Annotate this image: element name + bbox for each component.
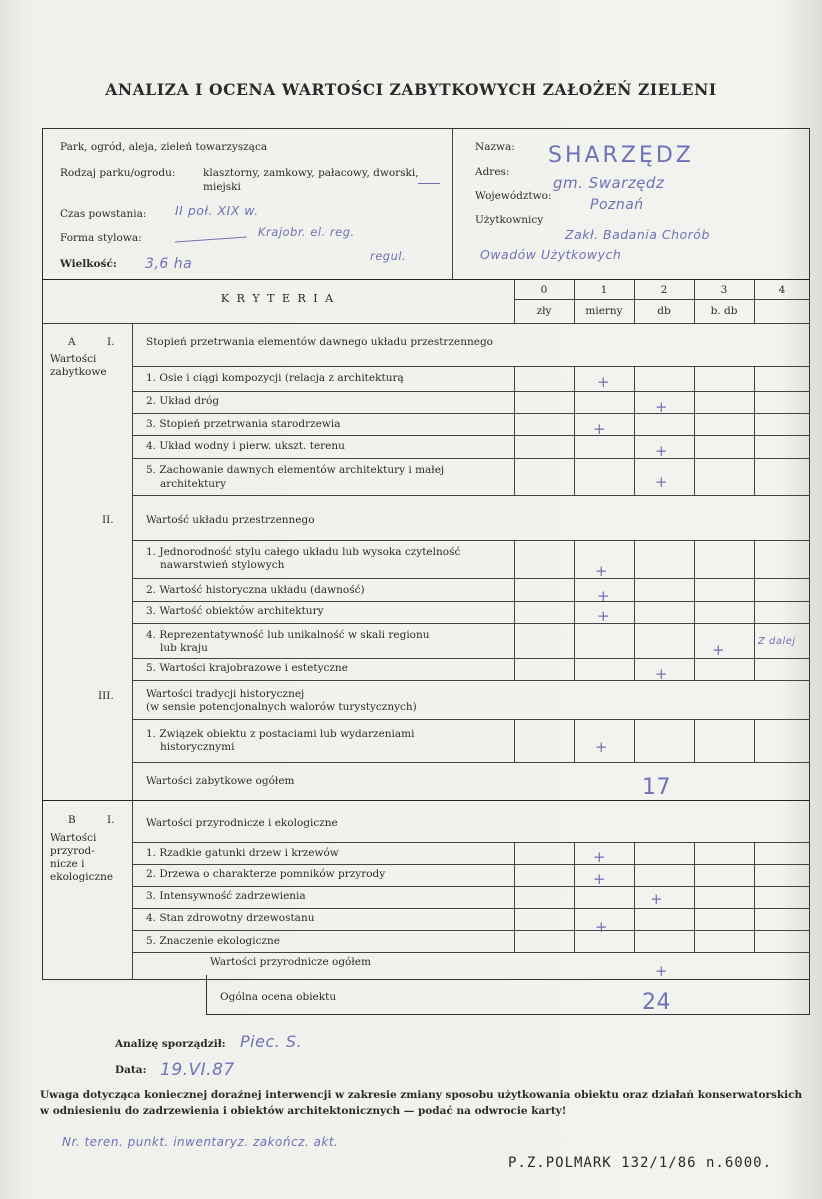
score-4-num: 4: [778, 284, 786, 296]
date-label: Data:: [115, 1064, 147, 1076]
item-a3-1: 1. Związek obiektu z postaciami lub wydarzeniami: [146, 728, 415, 740]
total-b-label: Wartości przyrodnicze ogółem: [210, 956, 371, 968]
mark-plus: +: [597, 587, 610, 605]
item-a1-3: 3. Stopień przetrwania starodrzewia: [146, 418, 341, 430]
score-0-num: 0: [540, 284, 548, 296]
section-a-name-2: zabytkowe: [50, 366, 107, 378]
row-rule: [132, 458, 810, 459]
handwritten-name: SHARZĘDZ: [548, 143, 694, 168]
row-rule: [132, 495, 810, 496]
size-label: Wielkość:: [60, 258, 117, 270]
handwritten-size: 3,6 ha: [145, 256, 193, 272]
handwritten-address: gm. Swarzędz: [553, 174, 665, 192]
item-a2-4: 4. Reprezentatywność lub unikalność w skali regionu: [146, 629, 430, 641]
handwritten-analyst: Piec. S.: [240, 1032, 303, 1051]
row-rule: [132, 762, 810, 763]
col-line: [514, 842, 515, 952]
park-kind-value-2: miejski: [203, 181, 241, 193]
handwritten-annex: Z dalej: [758, 636, 796, 647]
mark-plus: +: [655, 442, 668, 460]
group-iii-title-2: (w sensie potencjonalnych walorów turystycznych): [146, 701, 417, 713]
section-a-roman-iii: III.: [98, 690, 114, 702]
handwritten-style: Krajobr. el. reg.: [258, 225, 355, 239]
score-0-word: zły: [536, 305, 552, 317]
group-iii-title-1: Wartości tradycji historycznej: [146, 688, 305, 700]
col-line: [514, 280, 515, 323]
score-2-num: 2: [660, 284, 668, 296]
col-line: [634, 366, 635, 495]
address-label: Adres:: [475, 166, 510, 178]
row-rule: [132, 864, 810, 865]
mark-plus: +: [712, 641, 725, 659]
col-line: [634, 280, 635, 323]
row-rule: [132, 658, 810, 659]
col-line: [754, 842, 755, 952]
row-rule: [132, 952, 810, 953]
item-a2-5: 5. Wartości krajobrazowe i estetyczne: [146, 662, 348, 674]
section-a-roman-i: I.: [107, 336, 115, 348]
row-rule: [132, 435, 810, 436]
col-line: [514, 540, 515, 680]
row-rule: [132, 680, 810, 681]
section-a-bottom-rule: [42, 800, 810, 801]
item-a2-2: 2. Wartość historyczna układu (dawność): [146, 584, 365, 596]
criteria-header-label: K R Y T E R I A: [220, 292, 336, 305]
item-a1-2: 2. Układ dróg: [146, 395, 220, 407]
notice-line-1: Uwaga dotycząca koniecznej doraźnej interwencji w zakresie zmiany sposobu użytkowania obiektu oraz działań konserwatorskich: [40, 1089, 803, 1101]
handwritten-sum-total: 24: [642, 990, 671, 1015]
print-code: P.Z.POLMARK 132/1/86 n.6000.: [508, 1155, 773, 1171]
name-label: Nazwa:: [475, 141, 515, 153]
col-line: [634, 540, 635, 680]
group-i-title: Stopień przetrwania elementów dawnego układu przestrzennego: [146, 336, 493, 348]
item-a1-5-cont: architektury: [160, 478, 227, 490]
creation-time-label: Czas powstania:: [60, 208, 147, 220]
score-1-num: 1: [600, 284, 608, 296]
row-rule: [132, 930, 810, 931]
section-a-divider: [132, 323, 133, 800]
item-b-2: 2. Drzewa o charakterze pomników przyrody: [146, 868, 386, 880]
mark-plus: +: [655, 962, 668, 980]
item-a1-1: 1. Osie i ciągi kompozycji (relacja z architekturą: [146, 372, 404, 384]
header-divider: [452, 129, 453, 279]
col-line: [574, 366, 575, 495]
section-b-roman-i: I.: [107, 814, 115, 826]
col-line: [634, 842, 635, 952]
handwritten-bottom-note: Nr. teren. punkt. inwentaryz. zakończ. akt.: [62, 1135, 339, 1149]
mark-plus: +: [655, 398, 668, 416]
notice-line-2: w odniesieniu do zadrzewienia i obiektów architektonicznych — podać na odwrocie karty!: [40, 1105, 567, 1117]
row-rule: [132, 842, 810, 843]
col-line: [754, 366, 755, 495]
mark-plus: +: [655, 473, 668, 491]
group-ii-title: Wartość układu przestrzennego: [146, 514, 315, 526]
overall-label: Ogólna ocena obiektu: [220, 991, 337, 1003]
section-b-name-2: przyrod-: [50, 845, 95, 857]
section-b-divider: [132, 800, 133, 980]
col-line: [694, 719, 695, 762]
row-rule: [132, 886, 810, 887]
handwritten-style-2: regul.: [370, 249, 407, 263]
col-line: [514, 719, 515, 762]
col-line: [694, 366, 695, 495]
col-line: [694, 842, 695, 952]
row-rule: [132, 719, 810, 720]
col-line: [754, 280, 755, 323]
mark-plus: +: [595, 562, 608, 580]
score-3-num: 3: [720, 284, 728, 296]
section-a-name-1: Wartości: [50, 353, 97, 365]
section-b-name-3: nicze i: [50, 858, 85, 870]
handwritten-time: II poł. XIX w.: [175, 203, 259, 218]
row-rule: [132, 623, 810, 624]
item-a1-5: 5. Zachowanie dawnych elementów architektury i małej: [146, 464, 445, 476]
row-rule: [132, 578, 810, 579]
score-1-word: mierny: [585, 305, 623, 317]
col-line: [754, 540, 755, 680]
mark-plus: +: [593, 870, 606, 888]
row-rule: [132, 908, 810, 909]
item-b-3: 3. Intensywność zadrzewienia: [146, 890, 306, 902]
section-a-roman-ii: II.: [102, 514, 114, 526]
col-line: [574, 540, 575, 680]
section-a-letter: A: [68, 336, 76, 348]
section-b-name-1: Wartości: [50, 832, 97, 844]
section-b-name-4: ekologiczne: [50, 871, 114, 883]
col-line: [754, 719, 755, 762]
voivodeship-label: Województwo:: [475, 190, 552, 202]
col-line: [634, 719, 635, 762]
score-3-word: b. db: [710, 305, 738, 317]
item-a2-4-cont: lub kraju: [160, 642, 208, 654]
group-b-title: Wartości przyrodnicze i ekologiczne: [146, 817, 338, 829]
item-a3-1-cont: historycznymi: [160, 741, 235, 753]
item-b-5: 5. Znaczenie ekologiczne: [146, 935, 281, 947]
item-a2-1-cont: nawarstwień stylowych: [160, 559, 285, 571]
col-line: [514, 366, 515, 495]
style-form-label: Forma stylowa:: [60, 232, 142, 244]
handwritten-voivodeship: Poznań: [590, 197, 644, 213]
item-b-4: 4. Stan zdrowotny drzewostanu: [146, 912, 315, 924]
score-header-mid-rule: [514, 299, 810, 300]
item-b-1: 1. Rzadkie gatunki drzew i krzewów: [146, 847, 339, 859]
users-label: Użytkownicy: [475, 214, 544, 226]
park-type-line: Park, ogród, aleja, zieleń towarzysząca: [60, 141, 268, 153]
mark-plus: +: [593, 420, 606, 438]
kind-underline: [418, 183, 440, 184]
handwritten-sum-a: 17: [642, 775, 671, 800]
row-rule: [132, 601, 810, 602]
score-header-bottom-rule: [42, 323, 810, 324]
handwritten-users-1: Zakł. Badania Chorób: [565, 227, 710, 242]
row-rule: [132, 391, 810, 392]
row-rule: [132, 366, 810, 367]
score-2-word: db: [657, 305, 671, 317]
item-a2-3: 3. Wartość obiektów architektury: [146, 605, 324, 617]
handwritten-users-2: Owadów Użytkowych: [480, 247, 622, 262]
col-line: [574, 280, 575, 323]
mark-plus: +: [593, 848, 606, 866]
col-line: [694, 540, 695, 680]
row-rule: [132, 413, 810, 414]
mark-plus: +: [655, 665, 668, 683]
col-line: [574, 719, 575, 762]
park-kind-value-1: klasztorny, zamkowy, pałacowy, dworski,: [203, 167, 419, 179]
mark-plus: +: [595, 738, 608, 756]
analyst-label: Analizę sporządził:: [115, 1038, 226, 1050]
park-kind-label: Rodzaj parku/ogrodu:: [60, 167, 176, 179]
total-a-label: Wartości zabytkowe ogółem: [146, 775, 295, 787]
mark-plus: +: [650, 890, 663, 908]
mark-plus: +: [595, 918, 608, 936]
col-line: [574, 842, 575, 952]
col-line: [694, 280, 695, 323]
row-rule: [132, 540, 810, 541]
form-title: ANALIZA I OCENA WARTOŚCI ZABYTKOWYCH ZAŁOŻEŃ ZIELENI: [105, 80, 717, 99]
item-a1-4: 4. Układ wodny i pierw. ukszt. terenu: [146, 440, 345, 452]
handwritten-date: 19.VI.87: [160, 1060, 235, 1080]
mark-plus: +: [597, 607, 610, 625]
section-b-letter: B: [68, 814, 76, 826]
item-a2-1: 1. Jednorodność stylu całego układu lub wysoka czytelność: [146, 546, 461, 558]
mark-plus: +: [597, 373, 610, 391]
